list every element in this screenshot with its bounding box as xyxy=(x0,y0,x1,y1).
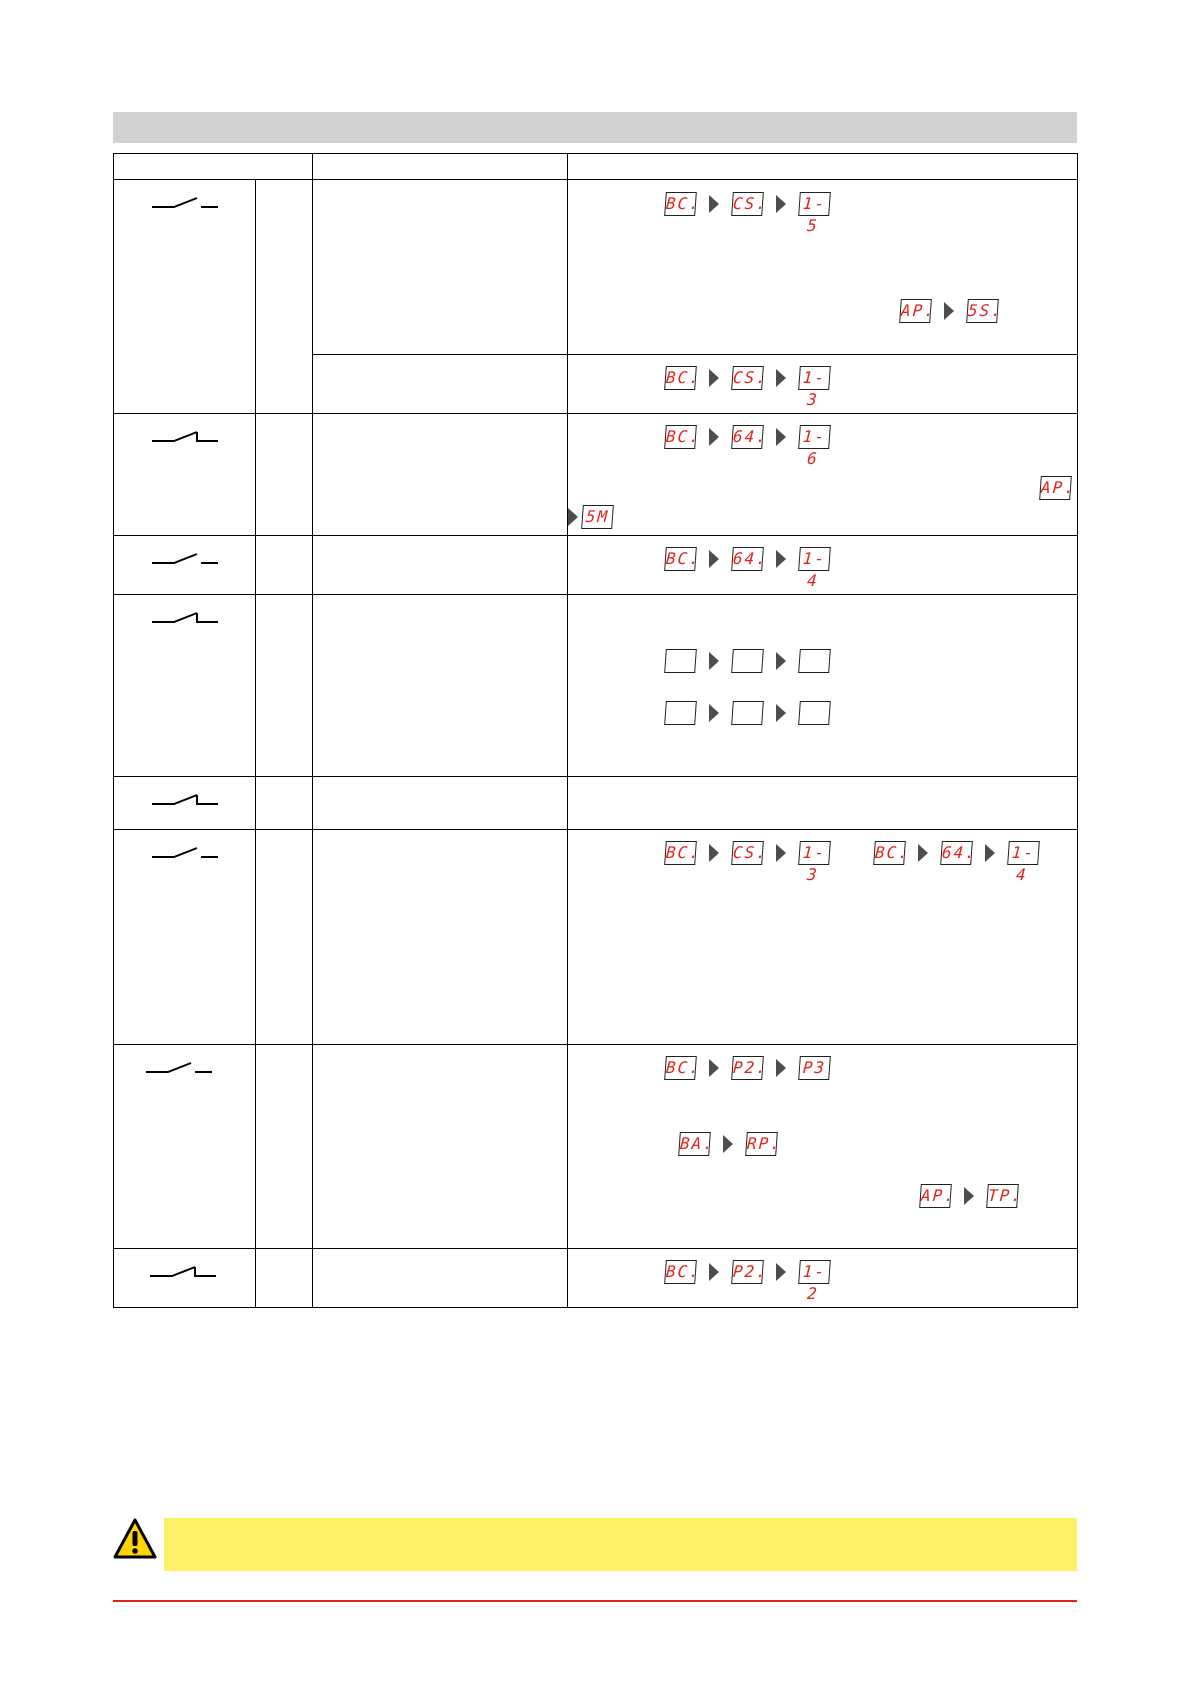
display-sequence xyxy=(920,1183,1024,1209)
display-code: 1-6 xyxy=(798,425,831,449)
contact-cell xyxy=(114,1045,256,1249)
play-arrow-icon xyxy=(709,195,719,213)
display-sequence xyxy=(665,424,830,468)
play-arrow-icon xyxy=(776,1263,786,1281)
display-sequence xyxy=(665,648,830,674)
function-cell xyxy=(313,1045,568,1249)
play-arrow-icon xyxy=(709,704,719,722)
display-code: BC. xyxy=(664,366,697,390)
terminal-number-cell xyxy=(256,830,313,1045)
play-arrow-icon xyxy=(709,428,719,446)
table-row xyxy=(114,1045,1078,1249)
table-row xyxy=(114,536,1078,595)
function-cell xyxy=(313,414,568,536)
play-arrow-icon xyxy=(776,704,786,722)
normally-open-contact-icon xyxy=(146,1059,212,1075)
play-arrow-icon xyxy=(985,844,995,862)
terminal-number-cell xyxy=(256,595,313,777)
description-cell xyxy=(568,595,1078,777)
display-code: TP. xyxy=(986,1184,1019,1208)
contact-cell xyxy=(114,777,256,830)
display-code xyxy=(731,701,764,725)
display-code: BC. xyxy=(664,1056,697,1080)
display-code: BA. xyxy=(678,1132,711,1156)
display-sequence xyxy=(665,191,830,235)
play-arrow-icon xyxy=(776,550,786,568)
normally-closed-contact-icon xyxy=(150,1263,216,1279)
description-cell xyxy=(568,536,1078,595)
display-code: 1-3 xyxy=(798,841,831,865)
display-code-wrap xyxy=(1040,475,1077,501)
description-cell xyxy=(568,1045,1078,1249)
display-code: BC. xyxy=(664,841,697,865)
play-arrow-icon xyxy=(776,844,786,862)
display-code: 1-4 xyxy=(1007,841,1040,865)
display-sequence xyxy=(665,546,830,590)
display-code: AP. xyxy=(919,1184,952,1208)
display-code: BC. xyxy=(873,841,906,865)
display-code: P2. xyxy=(731,1056,764,1080)
display-code: 5S. xyxy=(966,299,999,323)
display-code xyxy=(731,649,764,673)
display-code: 1-3 xyxy=(798,366,831,390)
play-arrow-icon xyxy=(723,1135,733,1153)
contact-cell xyxy=(114,180,256,414)
terminal-number-cell xyxy=(256,777,313,830)
description-cell xyxy=(568,830,1078,1045)
function-cell xyxy=(313,536,568,595)
display-code: RP. xyxy=(745,1132,778,1156)
table-row xyxy=(114,180,1078,355)
play-arrow-icon xyxy=(918,844,928,862)
display-sequence xyxy=(665,700,830,726)
function-cell xyxy=(313,355,568,414)
header-cell-terminal xyxy=(114,154,313,180)
display-code: P2. xyxy=(731,1260,764,1284)
table-row xyxy=(114,777,1078,830)
function-cell xyxy=(313,1249,568,1308)
contact-cell xyxy=(114,830,256,1045)
table-row xyxy=(114,595,1078,777)
display-sequence xyxy=(568,504,613,530)
normally-closed-contact-icon xyxy=(152,791,218,807)
function-cell xyxy=(313,595,568,777)
display-code: 5M xyxy=(581,505,614,529)
table-row xyxy=(114,1249,1078,1308)
description-cell xyxy=(568,1249,1078,1308)
play-arrow-icon xyxy=(776,369,786,387)
play-arrow-icon xyxy=(964,1187,974,1205)
display-code: 1-5 xyxy=(798,192,831,216)
display-code: 64. xyxy=(731,547,764,571)
normally-open-contact-icon xyxy=(152,844,218,860)
footer-divider xyxy=(113,1600,1077,1602)
play-arrow-icon xyxy=(709,550,719,568)
normally-closed-contact-icon xyxy=(152,609,218,625)
header-cell-function xyxy=(313,154,568,180)
display-code xyxy=(664,649,697,673)
display-code: BC. xyxy=(664,1260,697,1284)
terminal-table xyxy=(113,153,1078,1308)
contact-cell xyxy=(114,414,256,536)
terminal-number-cell xyxy=(256,414,313,536)
play-arrow-icon xyxy=(776,428,786,446)
table-row xyxy=(114,830,1078,1045)
contact-cell xyxy=(114,595,256,777)
contact-cell xyxy=(114,1249,256,1308)
display-code: 64. xyxy=(731,425,764,449)
table-row xyxy=(114,414,1078,536)
display-code: 1-2 xyxy=(798,1260,831,1284)
normally-closed-contact-icon xyxy=(152,428,218,444)
table-header-row xyxy=(114,154,1078,180)
display-code: BC. xyxy=(664,547,697,571)
function-cell xyxy=(313,777,568,830)
display-code: BC. xyxy=(664,192,697,216)
play-arrow-icon xyxy=(709,1059,719,1077)
play-arrow-icon xyxy=(776,195,786,213)
display-code: CS. xyxy=(731,366,764,390)
terminal-number-cell xyxy=(256,1045,313,1249)
normally-open-contact-icon xyxy=(152,550,218,566)
description-cell xyxy=(568,355,1078,414)
display-code: P3 xyxy=(798,1056,831,1080)
display-code xyxy=(664,701,697,725)
warning-bar xyxy=(164,1518,1077,1571)
section-header-bar xyxy=(113,112,1077,143)
play-arrow-icon xyxy=(776,1059,786,1077)
display-code: 1-4 xyxy=(798,547,831,571)
display-code: CS. xyxy=(731,841,764,865)
display-sequence xyxy=(665,1259,830,1303)
description-cell xyxy=(568,180,1078,355)
display-sequence xyxy=(665,365,830,409)
play-arrow-icon xyxy=(776,652,786,670)
display-code xyxy=(798,701,831,725)
play-arrow-icon xyxy=(709,844,719,862)
display-sequence xyxy=(665,1055,830,1081)
play-arrow-icon xyxy=(709,1263,719,1281)
display-code: BC. xyxy=(664,425,697,449)
play-arrow-icon xyxy=(709,652,719,670)
function-cell xyxy=(313,830,568,1045)
terminal-number-cell xyxy=(256,1249,313,1308)
play-arrow-icon xyxy=(568,508,578,526)
display-code: AP. xyxy=(1039,476,1072,500)
display-code: 64. xyxy=(940,841,973,865)
contact-cell xyxy=(114,536,256,595)
terminal-number-cell xyxy=(256,536,313,595)
display-sequence xyxy=(900,298,1004,324)
display-code: AP. xyxy=(899,299,932,323)
description-cell xyxy=(568,414,1078,536)
play-arrow-icon xyxy=(944,302,954,320)
display-sequence xyxy=(679,1131,783,1157)
display-sequence xyxy=(665,840,830,884)
function-cell xyxy=(313,180,568,355)
description-cell xyxy=(568,777,1078,830)
display-code: CS. xyxy=(731,192,764,216)
display-code xyxy=(798,649,831,673)
normally-open-contact-icon xyxy=(152,194,218,210)
terminal-number-cell xyxy=(256,180,313,414)
play-arrow-icon xyxy=(709,369,719,387)
header-cell-description xyxy=(568,154,1078,180)
display-sequence xyxy=(874,840,1039,884)
caution-triangle-icon xyxy=(113,1517,157,1561)
